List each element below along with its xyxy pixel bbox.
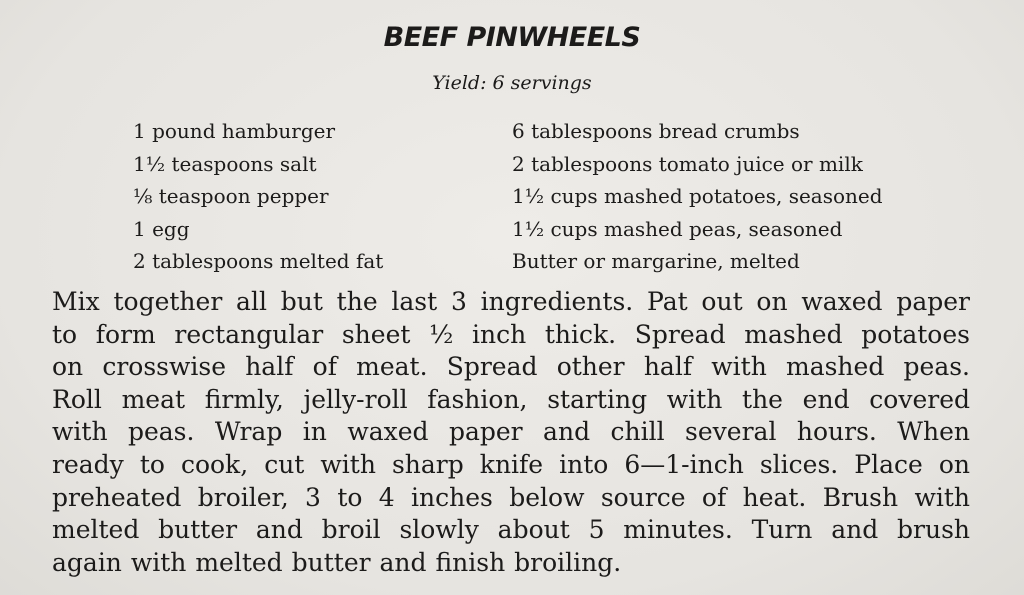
method-line: again with melted butter and finish broiling. bbox=[52, 547, 622, 577]
method-line: to form rectangular sheet ½ inch thick. Spread mashed potatoes bbox=[52, 319, 970, 349]
method-line: Mix together all but the last 3 ingredients. Pat out on waxed paper bbox=[52, 287, 970, 316]
ingredient-item: Butter or margarine, melted bbox=[512, 249, 800, 273]
ingredients-list bbox=[0, 117, 1024, 277]
ingredient-item: 2 tablespoons melted fat bbox=[133, 249, 384, 273]
recipe-method bbox=[52, 286, 972, 579]
ingredients-column-right bbox=[512, 117, 883, 280]
ingredient-item: 6 tablespoons bread crumbs bbox=[512, 119, 800, 143]
recipe-yield: Yield: 6 servings bbox=[432, 72, 592, 94]
ingredient-item: 1½ teaspoons salt bbox=[133, 151, 317, 176]
method-line: on crosswise half of meat. Spread other half with mashed peas. bbox=[52, 352, 970, 382]
ingredient-item: 1½ cups mashed peas, seasoned bbox=[512, 216, 843, 241]
method-line: melted butter and broil slowly about 5 minutes. Turn and brush bbox=[52, 515, 970, 545]
method-line: with peas. Wrap in waxed paper and chill several hours. When bbox=[52, 417, 970, 447]
ingredient-item: 1 pound hamburger bbox=[133, 119, 336, 143]
ingredient-item: 1 egg bbox=[133, 216, 190, 241]
ingredient-item: 2 tablespoons tomato juice or milk bbox=[512, 151, 863, 176]
ingredients-column-left bbox=[133, 117, 383, 280]
method-line: Roll meat firmly, jelly-roll fashion, starting with the end covered bbox=[52, 384, 970, 414]
ingredient-item: ⅛ teaspoon pepper bbox=[133, 184, 329, 208]
method-line: preheated broiler, 3 to 4 inches below source of heat. Brush with bbox=[52, 482, 970, 512]
method-line: ready to cook, cut with sharp knife into 6—1-inch slices. Place on bbox=[52, 449, 970, 479]
recipe-title: BEEF PINWHEELS bbox=[383, 22, 641, 53]
ingredient-item: 1½ cups mashed potatoes, seasoned bbox=[512, 184, 883, 208]
